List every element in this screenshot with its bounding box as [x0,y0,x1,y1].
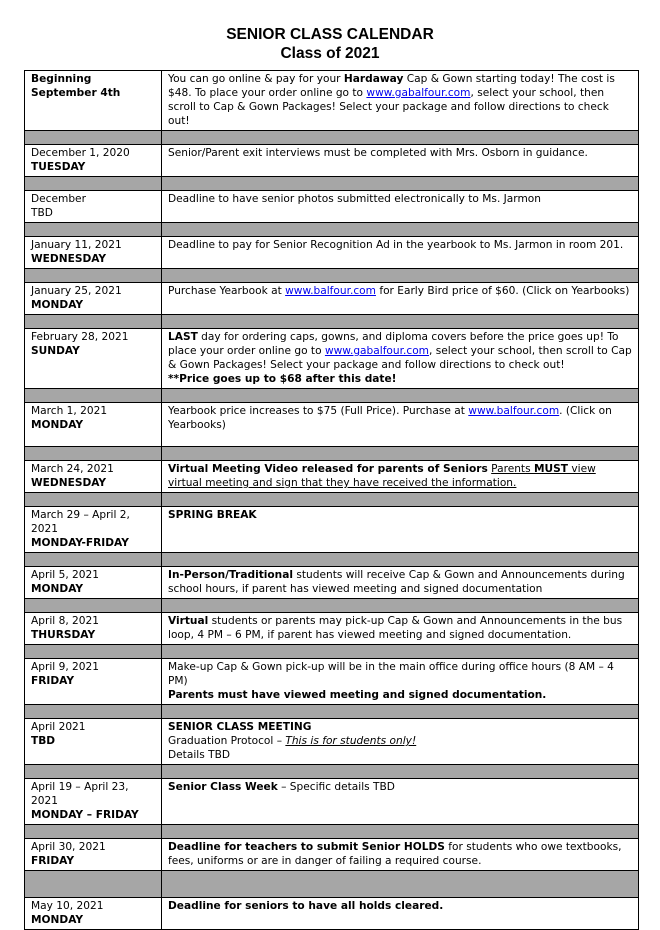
table-row [25,145,639,177]
event-cell [162,507,639,553]
event-text-underline: view virtual meeting and sign that they have received the information. [168,463,596,489]
balfour-link[interactable]: www.balfour.com [468,405,560,417]
event-text: Senior/Parent exit interviews must be completed with Mrs. Osborn in guidance. [168,147,588,159]
table-row [25,461,639,493]
row-day: SUNDAY [31,345,80,357]
spacer-row [25,765,639,779]
price-note: **Price goes up to $68 after this date! [168,373,397,385]
event-text-bold: Virtual Meeting Video released for parents of Seniors [168,463,488,475]
row-date: February 28, 2021 [31,331,129,343]
row-day: FRIDAY [31,855,74,867]
date-cell [25,145,162,177]
date-cell [25,779,162,825]
event-text: , select your school, then scroll to Cap & Gown Packages! Select your package and follow directions to check out! [168,87,609,127]
event-cell [162,839,639,871]
row-day: FRIDAY [31,675,74,687]
event-cell [162,613,639,645]
row-day: TUESDAY [31,161,86,173]
table-row [25,71,639,131]
table-row [25,719,639,765]
date-cell [25,613,162,645]
spacer-row [25,269,639,283]
spacer-row [25,177,639,191]
spacer-row [25,553,639,567]
table-row [25,613,639,645]
table-row [25,507,639,553]
date-cell [25,659,162,705]
event-text: day for ordering caps, gowns, and diploma covers before the price goes up! To place your order online go to [168,331,619,357]
event-text: Purchase Yearbook at [168,285,286,297]
event-text: Graduation Protocol – [168,735,286,747]
event-text: , select your school, then scroll to Cap & Gown Packages! Select your package and follow directions to check out! [168,345,632,371]
event-cell [162,145,639,177]
event-text-bold: Hardaway [343,73,404,85]
event-text-bold: SENIOR CLASS MEETING [168,721,312,733]
event-text-underline-bold: MUST [533,463,568,475]
spacer-row [25,825,639,839]
event-text-bold: LAST [168,331,198,343]
date-cell [25,898,162,930]
event-cell [162,719,639,765]
event-text-italic: This is for students only! [285,735,417,747]
date-cell [25,507,162,553]
date-cell [25,283,162,315]
event-cell [162,779,639,825]
event-text: Details TBD [168,749,230,761]
spacer-row [25,131,639,145]
event-text: You can go online & pay for your [168,73,344,85]
event-text: students will receive Cap & Gown and Announcements during school hours, if parent has viewed meeting and signed documentation [168,569,625,595]
date-cell [25,839,162,871]
table-row [25,329,639,389]
row-day: MONDAY [31,583,84,595]
row-date: March 24, 2021 [31,463,114,475]
event-text: Deadline to pay for Senior Recognition Ad in the yearbook to Ms. Jarmon in room 201. [168,239,624,251]
spacer-row [25,447,639,461]
event-text: . (Click on Yearbooks) [168,405,612,431]
spacer-row [25,223,639,237]
row-day: TBD [31,207,53,219]
row-day: MONDAY [31,914,84,926]
row-day: THURSDAY [31,629,96,641]
date-cell [25,567,162,599]
spacer-row [25,705,639,719]
row-date: April 19 – April 23, 2021 [31,781,129,807]
row-date: December [31,193,86,205]
row-date: March 1, 2021 [31,405,108,417]
row-date: March 29 – April 2, 2021 [31,509,130,535]
row-day: MONDAY – FRIDAY [31,809,139,821]
spacer-row [25,493,639,507]
row-date: December 1, 2020 [31,147,130,159]
row-day: MONDAY [31,299,84,311]
event-cell [162,329,639,389]
table-row [25,779,639,825]
date-cell [25,237,162,269]
event-cell [162,237,639,269]
event-cell [162,461,639,493]
date-cell [25,191,162,223]
calendar-table [24,70,639,930]
spacer-row [25,645,639,659]
spacer-row [25,871,639,898]
event-text-bold: Parents must have viewed meeting and signed documentation. [168,689,547,701]
row-day: WEDNESDAY [31,477,107,489]
event-cell [162,403,639,447]
row-date: April 30, 2021 [31,841,106,853]
calendar-title: SENIOR CLASS CALENDAR [226,26,434,43]
event-text: Make-up Cap & Gown pick-up will be in the main office during office hours (8 AM – 4 PM) [168,661,614,687]
event-text-bold: In-Person/Traditional [168,569,293,581]
table-row [25,659,639,705]
event-cell [162,567,639,599]
event-text: for Early Bird price of $60. (Click on Yearbooks) [375,285,630,297]
table-row [25,283,639,315]
page-header [0,0,660,63]
table-row [25,839,639,871]
spacer-row [25,389,639,403]
balfour-link[interactable]: www.balfour.com [285,285,376,297]
table-row [25,403,639,447]
event-text: Yearbook price increases to $75 (Full Price). Purchase at [168,405,469,417]
row-date: April 8, 2021 [31,615,100,627]
event-cell [162,898,639,930]
date-cell [25,329,162,389]
event-text: students or parents may pick-up Cap & Gown and Announcements in the bus loop, 4 PM – 6 PM, if parent has viewed meeting and signed documentation. [168,615,623,641]
spacer-row [25,599,639,613]
table-row [25,237,639,269]
row-day: TBD [31,735,56,747]
event-text-bold: Deadline for teachers to submit Senior HOLDS [168,841,445,853]
row-date: April 5, 2021 [31,569,100,581]
row-day: WEDNESDAY [31,253,107,265]
row-day: MONDAY [31,419,84,431]
table-row [25,191,639,223]
event-text-underline: Parents [491,463,534,475]
event-text: Cap & Gown starting today! The cost is $48. To place your order online go to [168,73,615,99]
row-date: April 2021 [31,721,86,733]
row-date: April 9, 2021 [31,661,100,673]
row-date: January 25, 2021 [31,285,122,297]
table-row [25,898,639,930]
event-cell [162,283,639,315]
date-cell [25,71,162,131]
row-date: Beginning September 4th [31,73,121,99]
event-text: for students who owe textbooks, fees, uniforms or are in danger of failing a required course. [168,841,622,867]
event-text-bold: SPRING BREAK [168,509,257,521]
event-cell [162,71,639,131]
date-cell [25,403,162,447]
event-text-bold: Senior Class Week [168,781,278,793]
calendar-subtitle: Class of 2021 [280,45,380,62]
event-text: Deadline to have senior photos submitted electronically to Ms. Jarmon [168,193,541,205]
row-date: May 10, 2021 [31,900,104,912]
event-cell [162,659,639,705]
balfour-link[interactable]: www.gabalfour.com [324,345,430,357]
event-text-bold: Deadline for seniors to have all holds cleared. [168,900,444,912]
date-cell [25,719,162,765]
balfour-link[interactable]: www.gabalfour.com [366,87,471,99]
row-day: MONDAY-FRIDAY [31,537,129,549]
date-cell [25,461,162,493]
row-date: January 11, 2021 [31,239,122,251]
spacer-row [25,315,639,329]
event-cell [162,191,639,223]
table-row [25,567,639,599]
event-text-bold: Virtual [168,615,209,627]
event-text: – Specific details TBD [277,781,395,793]
